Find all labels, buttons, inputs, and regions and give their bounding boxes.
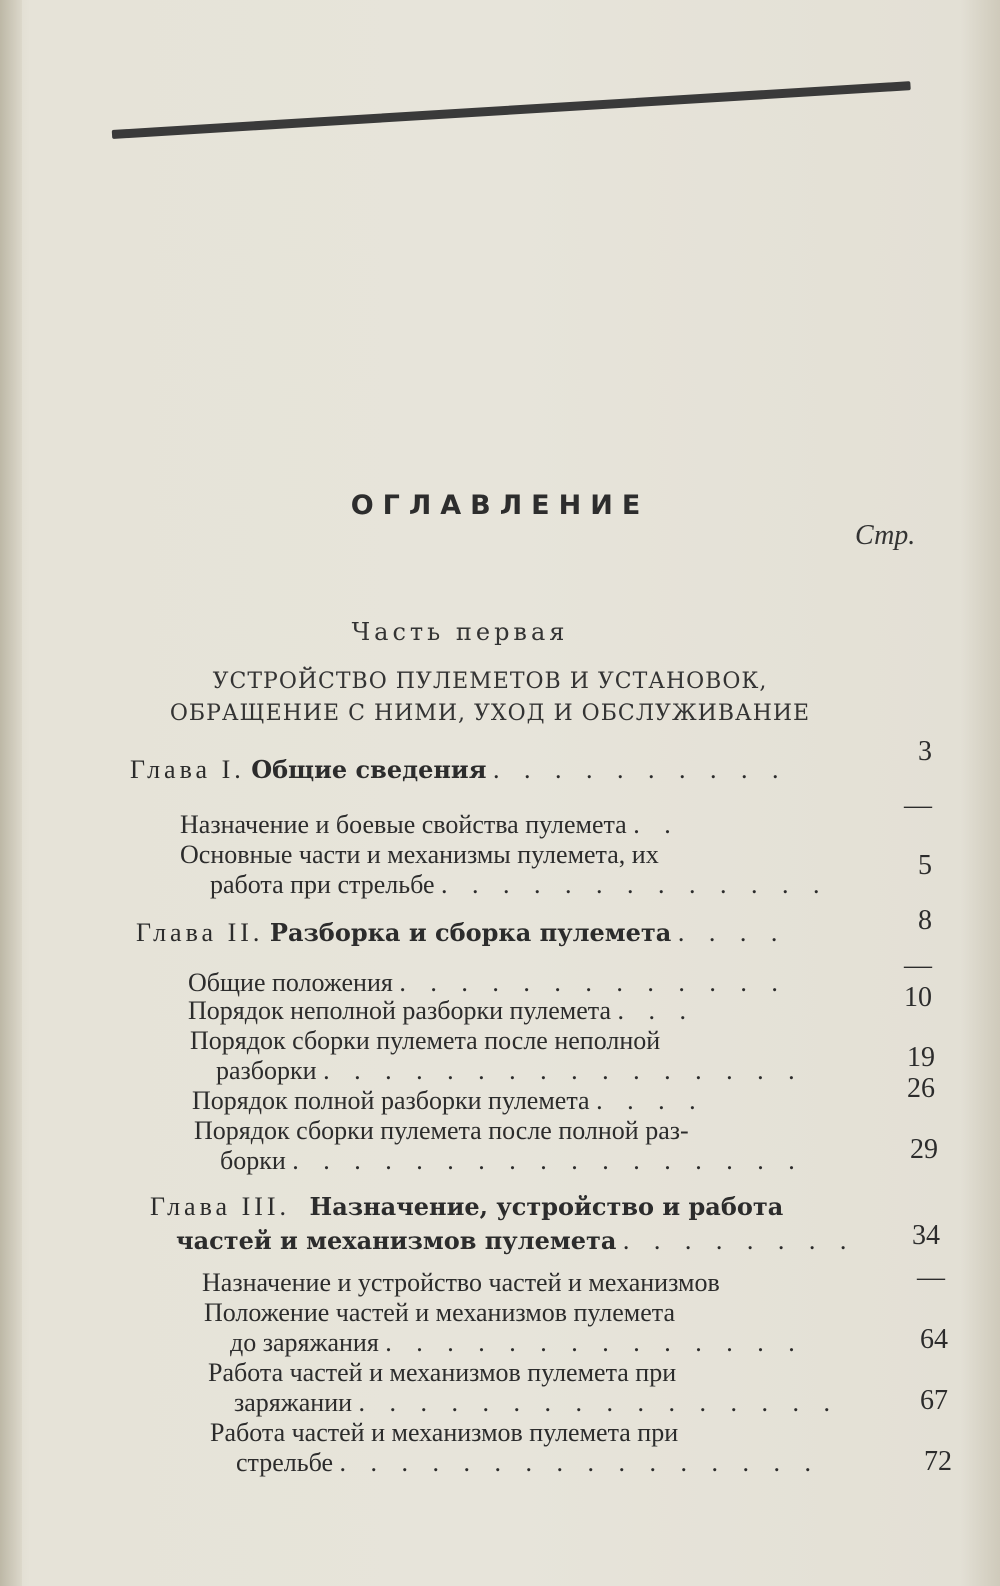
toc-entry-continued: до заряжания . . . . . . . . . . . . . . (230, 1328, 804, 1357)
toc-entry-text-2: разборки (216, 1056, 317, 1085)
toc-entry-page: 10 (904, 982, 932, 1013)
chapter-3-heading-continued: частей и механизмов пулемета . . . . . . . . (176, 1226, 856, 1255)
toc-entry: Назначение и боевые свойства пулемета . . (180, 810, 680, 839)
part-title-line-2: ОБРАЩЕНИЕ С НИМИ, УХОД И ОБСЛУЖИВАНИЕ (169, 701, 811, 726)
part-label: Часть первая (351, 618, 569, 646)
toc-entry-text-2: борки (220, 1146, 286, 1175)
chapter-2-page: 8 (918, 905, 932, 936)
toc-entry-page: 19 (907, 1042, 935, 1073)
part-title-line-1: УСТРОЙСТВО ПУЛЕМЕТОВ И УСТАНОВОК, (212, 669, 768, 694)
toc-entry-page: — (917, 1262, 945, 1293)
chapter-1-title: Общие сведения (251, 755, 487, 784)
toc-entry-text: Порядок неполной разборки пулемета (188, 996, 612, 1025)
toc-entry-page: 26 (907, 1073, 935, 1104)
book-spine (0, 0, 22, 1586)
toc-entry-text-2: работа при стрельбе (210, 870, 435, 899)
chapter-2-label: Глава II. (136, 918, 264, 947)
toc-entry-continued: заряжании . . . . . . . . . . . . . . . . (234, 1388, 840, 1417)
toc-entry-text: Работа частей и механизмов пулемета при (208, 1358, 677, 1387)
page-title: ОГЛАВЛЕНИЕ (350, 490, 650, 521)
page-column-label: Стр. (855, 520, 916, 551)
toc-entry-text-2: заряжании (234, 1388, 353, 1417)
toc-entry-text: Назначение и боевые свойства пулемета (180, 810, 627, 839)
toc-entry-text-2: до заряжания (230, 1328, 379, 1357)
toc-entry-text: Работа частей и механизмов пулемета при (210, 1418, 679, 1447)
chapter-3-page: 34 (912, 1220, 940, 1251)
toc-entry-text: Назначение и устройство частей и механизмов (202, 1268, 720, 1297)
toc-entry (194, 1116, 689, 1146)
chapter-1-page: 3 (918, 736, 932, 767)
toc-entry-continued: разборки . . . . . . . . . . . . . . . . (216, 1056, 804, 1085)
toc-entry-text: Порядок сборки пулемета после неполной (190, 1026, 661, 1055)
decorative-rule (112, 81, 911, 139)
toc-entry-text: Порядок сборки пулемета после полной раз- (194, 1116, 689, 1145)
toc-entry: Общие положения . . . . . . . . . . . . . (188, 968, 787, 997)
toc-entry (204, 1298, 675, 1328)
chapter-2-title: Разборка и сборка пулемета (269, 918, 672, 947)
toc-entry: Порядок неполной разборки пулемета . . . (188, 996, 696, 1025)
toc-entry-page: 29 (910, 1134, 938, 1165)
toc-entry-text: Порядок полной разборки пулемета (192, 1086, 590, 1115)
toc-entry-text: Основные части и механизмы пулемета, их (180, 840, 659, 869)
toc-entry (190, 1026, 660, 1056)
toc-entry (208, 1358, 676, 1388)
toc-entry-continued: стрельбе . . . . . . . . . . . . . . . . (236, 1448, 821, 1477)
chapter-3-heading (150, 1192, 783, 1222)
chapter-3-title-line-2: частей и механизмов пулемета (176, 1226, 617, 1255)
toc-entry-continued: работа при стрельбе . . . . . . . . . . . . . (210, 870, 829, 899)
toc-entry-page: 72 (924, 1446, 952, 1477)
toc-entry-text: Положение частей и механизмов пулемета (204, 1298, 675, 1327)
toc-entry-page: — (904, 790, 932, 821)
chapter-1-heading: Глава I. Общие сведения . . . . . . . . . . (130, 755, 788, 784)
chapter-1-label: Глава I. (130, 755, 245, 784)
chapter-3-title-line-1: Назначение, устройство и работа (309, 1192, 784, 1221)
toc-entry-page: 67 (920, 1385, 948, 1416)
toc-entry-page: 64 (920, 1324, 948, 1355)
toc-entry-page: — (904, 950, 932, 981)
toc-entry-text: Общие положения (188, 968, 393, 997)
toc-entry (180, 840, 659, 870)
toc-entry (202, 1268, 720, 1298)
toc-entry-page: 5 (918, 850, 932, 881)
chapter-2-heading: Глава II. Разборка и сборка пулемета . . . . (136, 918, 787, 947)
toc-entry: Порядок полной разборки пулемета . . . . (192, 1086, 705, 1115)
toc-entry-text-2: стрельбе (236, 1448, 334, 1477)
toc-entry (210, 1418, 678, 1448)
chapter-3-label: Глава III. (150, 1192, 291, 1221)
toc-entry-continued: борки . . . . . . . . . . . . . . . . . (220, 1146, 804, 1175)
